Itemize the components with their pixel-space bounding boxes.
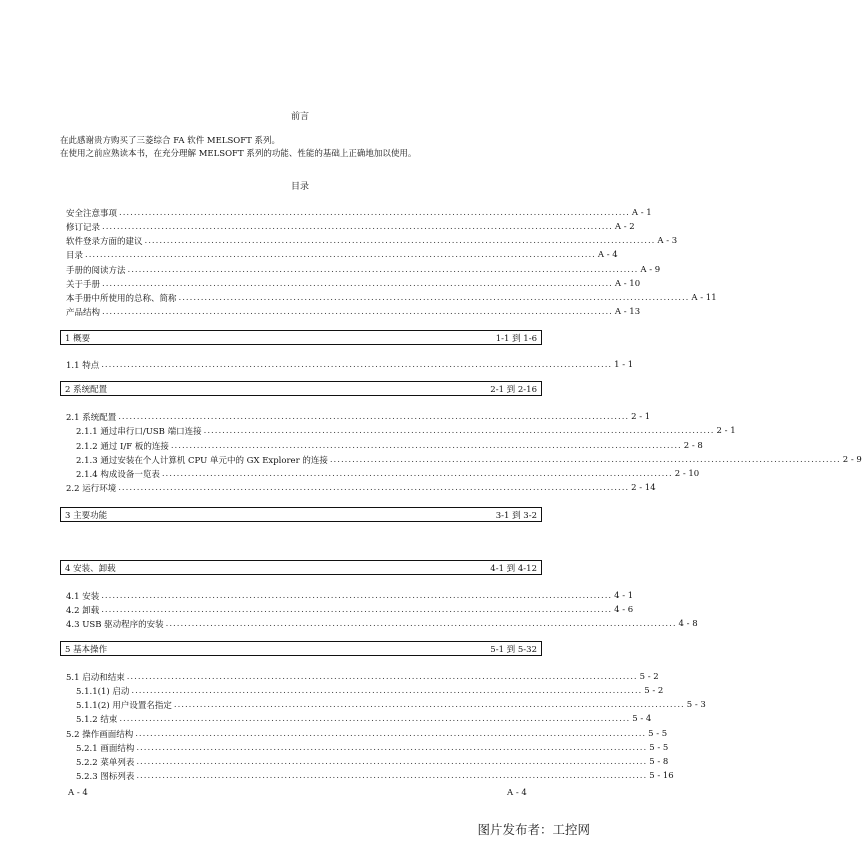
toc-entry-label: 5.1.2 结束 [76, 714, 118, 725]
toc-entry-page: 2 - 14 [631, 482, 656, 493]
toc-entry-page: 2 - 1 [716, 425, 736, 436]
toc-entry-label: 5.2.1 画面结构 [76, 743, 135, 754]
chapter-range: 2-1 到 2-16 [490, 384, 537, 395]
dot-leader: .......................................................................................................................................... [119, 713, 631, 724]
dot-leader: .......................................................................................................................................... [136, 756, 648, 767]
toc-entry-label: 5.2.3 图标列表 [76, 771, 135, 782]
toc-entry[interactable] [76, 424, 736, 437]
toc-entry[interactable] [66, 358, 634, 371]
dot-leader: .......................................................................................................................................... [126, 671, 638, 682]
toc-entry-page: 5 - 8 [649, 756, 669, 767]
toc-entry[interactable] [66, 727, 668, 740]
chapter-header[interactable] [60, 381, 542, 396]
toc-entry-label: 1.1 特点 [66, 360, 100, 371]
dot-leader: .......................................................................................................................................... [85, 249, 596, 260]
chapter-header[interactable] [60, 560, 542, 575]
toc-entry-page: A - 3 [657, 235, 678, 246]
toc-entry-label: 2.1.1 通过串行口/USB 端口连接 [76, 426, 202, 437]
toc-title: 目录 [290, 182, 309, 192]
toc-entry-label: 5.1.1(1) 启动 [76, 686, 130, 697]
toc-entry-label: 安全注意事项 [66, 208, 118, 219]
toc-entry[interactable] [76, 439, 703, 452]
toc-entry-page: A - 13 [614, 306, 641, 317]
toc-entry-label: 4.2 卸载 [66, 605, 100, 616]
toc-entry-page: 2 - 8 [683, 440, 703, 451]
toc-entry-label: 4.1 安装 [66, 591, 100, 602]
toc-entry-page: 5 - 5 [648, 728, 668, 739]
toc-entry-page: A - 10 [614, 278, 641, 289]
toc-entry[interactable] [76, 453, 862, 466]
dot-leader: .......................................................................................................................................... [119, 207, 630, 218]
toc-entry-page: 4 - 1 [614, 590, 634, 601]
toc-entry-page: 5 - 16 [649, 770, 674, 781]
toc-entry[interactable] [76, 755, 669, 768]
dot-leader: .......................................................................................................................................... [144, 235, 656, 246]
dot-leader: .......................................................................................................................................... [102, 306, 613, 317]
chapter-range: 4-1 到 4-12 [490, 563, 537, 574]
dot-leader: .......................................................................................................................................... [329, 454, 841, 465]
toc-entry[interactable] [66, 220, 635, 233]
chapter-title: 1 概要 [65, 333, 91, 344]
chapter-title: 2 系统配置 [65, 384, 108, 395]
toc-entry[interactable] [76, 712, 652, 725]
toc-entry-page: 5 - 4 [632, 713, 652, 724]
toc-entry-page: 5 - 2 [639, 671, 659, 682]
publisher-watermark: 图片发布者：工控网 [477, 822, 590, 837]
toc-entry-page: 2 - 1 [631, 411, 651, 422]
toc-entry-page: A - 9 [640, 264, 661, 275]
dot-leader: .......................................................................................................................................... [136, 770, 648, 781]
toc-entry[interactable] [76, 698, 706, 711]
toc-entry-label: 5.1 启动和结束 [66, 672, 125, 683]
toc-entry[interactable] [66, 617, 698, 630]
toc-entry[interactable] [66, 481, 656, 494]
preface-line-1: 在此感谢贵方购买了三菱综合 FA 软件 MELSOFT 系列。 [60, 136, 281, 146]
dot-leader: .......................................................................................................................................... [118, 411, 630, 422]
toc-entry-page: 2 - 9 [842, 454, 862, 465]
dot-leader: .......................................................................................................................................... [101, 359, 613, 370]
toc-entry-label: 5.2.2 菜单列表 [76, 757, 135, 768]
chapter-range: 5-1 到 5-32 [490, 644, 537, 655]
dot-leader: .......................................................................................................................................... [118, 482, 630, 493]
toc-entry-label: 本手册中所使用的总称、简称 [66, 293, 177, 304]
toc-entry-page: A - 2 [614, 221, 635, 232]
toc-entry-label: 手册的阅读方法 [66, 265, 126, 276]
chapter-title: 3 主要功能 [65, 510, 108, 521]
dot-leader: .......................................................................................................................................... [203, 425, 715, 436]
toc-entry-page: 2 - 10 [674, 468, 700, 479]
chapter-title: 4 安装、卸载 [65, 563, 116, 574]
toc-entry-page: A - 11 [691, 292, 717, 303]
toc-entry-label: 产品结构 [66, 307, 101, 318]
toc-entry-label: 软件登录方面的建议 [66, 236, 143, 247]
dot-leader: .......................................................................................................................................... [127, 264, 639, 275]
toc-entry[interactable] [76, 684, 664, 697]
toc-entry[interactable] [76, 467, 700, 480]
toc-entry-page: 5 - 5 [649, 742, 669, 753]
dot-leader: .......................................................................................................................................... [178, 292, 690, 303]
toc-entry-page: A - 4 [597, 249, 618, 260]
toc-entry[interactable] [66, 263, 661, 276]
toc-entry[interactable] [66, 277, 641, 290]
dot-leader: .......................................................................................................................................... [165, 618, 677, 629]
toc-entry[interactable] [66, 305, 641, 318]
toc-entry[interactable] [66, 248, 618, 261]
chapter-range: 1-1 到 1-6 [495, 333, 537, 344]
dot-leader: .......................................................................................................................................... [173, 699, 685, 710]
toc-entry[interactable] [66, 291, 717, 304]
toc-entry-page: 5 - 3 [686, 699, 706, 710]
dot-leader: .......................................................................................................................................... [102, 278, 613, 289]
toc-entry-label: 2.1.3 通过安装在个人计算机 CPU 单元中的 GX Explorer 的连接 [76, 455, 328, 466]
footer-page-right: A - 4 [507, 788, 527, 798]
chapter-header[interactable] [60, 641, 542, 656]
toc-entry[interactable] [66, 670, 659, 683]
dot-leader: .......................................................................................................................................... [101, 590, 613, 601]
chapter-title: 5 基本操作 [65, 644, 108, 655]
dot-leader: .......................................................................................................................................... [136, 742, 648, 753]
toc-entry-page: 4 - 6 [614, 604, 634, 615]
dot-leader: .......................................................................................................................................... [131, 685, 643, 696]
chapter-header[interactable] [60, 507, 542, 522]
toc-entry[interactable] [76, 741, 669, 754]
dot-leader: .......................................................................................................................................... [170, 440, 682, 451]
toc-entry[interactable] [66, 603, 634, 616]
toc-entry[interactable] [76, 769, 674, 782]
chapter-header[interactable] [60, 330, 542, 345]
toc-entry[interactable] [66, 206, 652, 219]
toc-entry-label: 5.2 操作画面结构 [66, 729, 134, 740]
toc-entry[interactable] [66, 589, 634, 602]
dot-leader: .......................................................................................................................................... [161, 468, 673, 479]
toc-entry-label: 5.1.1(2) 用户设置名指定 [76, 700, 172, 711]
chapter-range: 3-1 到 3-2 [495, 510, 537, 521]
footer-page-left: A - 4 [68, 788, 88, 798]
toc-entry-page: A - 1 [631, 207, 652, 218]
preface-line-2: 在使用之前应熟读本书，在充分理解 MELSOFT 系列的功能、性能的基础上正确地加以使用。 [60, 149, 417, 159]
toc-entry[interactable] [66, 410, 651, 423]
preface-title: 前言 [290, 112, 309, 122]
toc-entry-label: 4.3 USB 驱动程序的安装 [66, 619, 164, 630]
toc-entry-label: 2.1.4 构成设备一览表 [76, 469, 160, 480]
toc-entry-label: 修订记录 [66, 222, 101, 233]
dot-leader: .......................................................................................................................................... [101, 604, 613, 615]
toc-entry-label: 关于手册 [66, 279, 101, 290]
toc-entry-label: 2.1.2 通过 I/F 板的连接 [76, 441, 169, 452]
toc-entry-label: 2.1 系统配置 [66, 412, 117, 423]
toc-entry-page: 5 - 2 [644, 685, 664, 696]
toc-entry-label: 目录 [66, 250, 84, 261]
toc-entry-page: 4 - 8 [678, 618, 698, 629]
toc-entry-label: 2.2 运行环境 [66, 483, 117, 494]
dot-leader: .......................................................................................................................................... [102, 221, 613, 232]
toc-entry-page: 1 - 1 [614, 359, 634, 370]
dot-leader: .......................................................................................................................................... [135, 728, 647, 739]
toc-entry[interactable] [66, 234, 678, 247]
